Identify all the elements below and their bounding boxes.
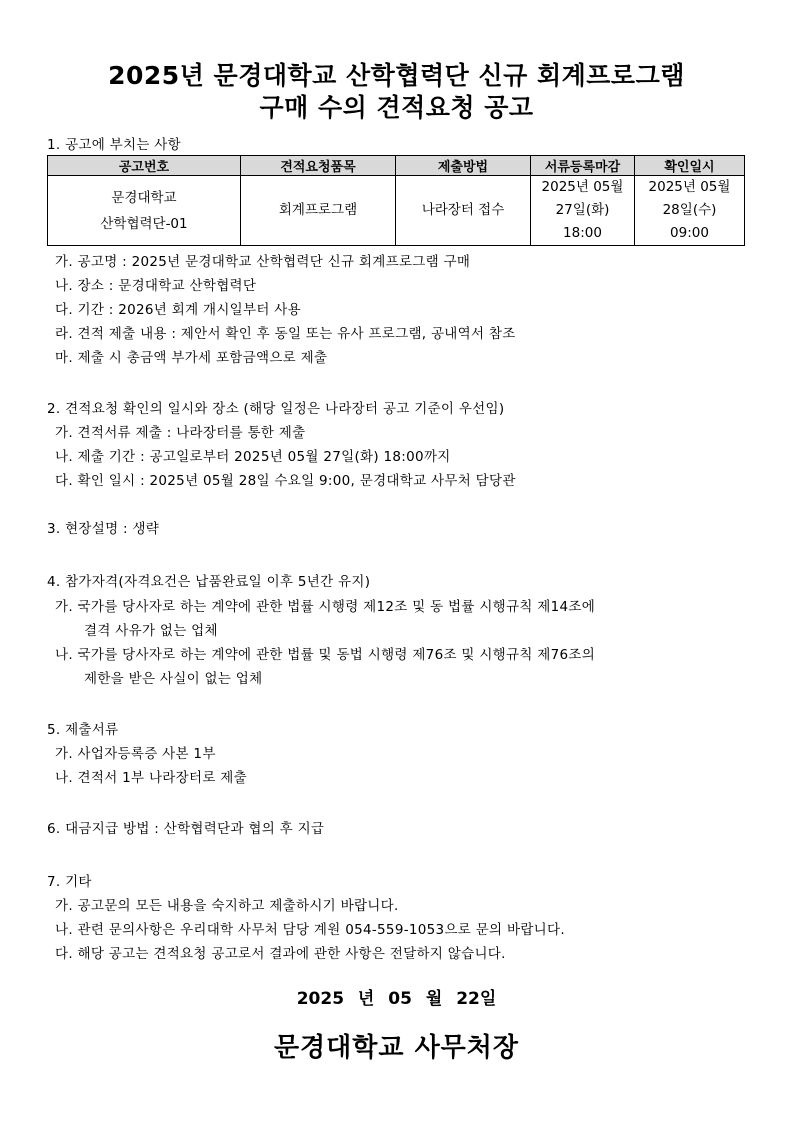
signer-title: 문경대학교 사무처장 — [273, 1033, 520, 1063]
section-4-item-ga-cont: 결격 사유가 없는 업체 — [84, 623, 218, 639]
section-4-heading: 4. 참가자격(자격요건은 납품완료일 이후 5년간 유지) — [47, 574, 371, 590]
section-4-item-na-cont: 제한을 받은 사실이 없는 업체 — [84, 671, 263, 687]
header-method: 제출방법 — [396, 156, 531, 176]
section-2-item-na: 나. 제출 기간 : 공고일로부터 2025년 05월 27일(화) 18:00까지 — [55, 449, 451, 465]
cell-method: 나라장터 접수 — [396, 176, 531, 246]
header-deadline: 서류등록마감 — [531, 156, 635, 176]
section-1-item-ra: 라. 견적 제출 내용 : 제안서 확인 후 동일 또는 유사 프로그램, 공내역서 참조 — [55, 326, 516, 342]
section-7-item-na: 나. 관련 문의사항은 우리대학 사무처 담당 계원 054-559-1053으로 문의 바랍니다. — [55, 922, 565, 938]
section-5-item-na: 나. 견적서 1부 나라장터로 제출 — [55, 770, 247, 786]
confirm-line-2: 28일(수) — [662, 202, 717, 218]
document-title-line-2: 구매 수의 견적요청 공고 — [259, 93, 534, 122]
cell-item: 회계프로그램 — [241, 176, 396, 246]
section-5-item-ga: 가. 사업자등록증 사본 1부 — [55, 746, 216, 762]
deadline-line-1: 2025년 05월 — [541, 179, 624, 195]
section-7-item-da: 다. 해당 공고는 견적요청 공고로서 결과에 관한 사항은 전달하지 않습니다. — [55, 946, 506, 962]
notice-no-line-2: 산학협력단-01 — [100, 215, 188, 232]
notice-info-table — [47, 155, 745, 246]
table-header-row — [48, 156, 745, 176]
section-4-item-ga: 가. 국가를 당사자로 하는 계약에 관한 법률 시행령 제12조 및 동 법률 시행규칙 제14조에 — [55, 599, 596, 615]
section-3-heading: 3. 현장설명 : 생략 — [47, 521, 160, 537]
section-7-heading: 7. 기타 — [47, 874, 92, 890]
cell-deadline — [531, 176, 635, 246]
cell-confirm — [635, 176, 745, 246]
notice-date: 2025 년 05 월 22일 — [296, 989, 497, 1009]
notice-no-line-1: 문경대학교 — [111, 189, 177, 206]
table-row — [48, 176, 745, 246]
header-notice-no: 공고번호 — [48, 156, 241, 176]
deadline-line-2: 27일(화) — [555, 202, 610, 218]
section-1-item-ga: 가. 공고명 : 2025년 문경대학교 산학협력단 신규 회계프로그램 구매 — [55, 254, 471, 270]
confirm-line-3: 09:00 — [670, 225, 709, 241]
section-5-heading: 5. 제출서류 — [47, 722, 119, 738]
section-1-heading: 1. 공고에 부치는 사항 — [47, 137, 181, 153]
section-6-heading: 6. 대금지급 방법 : 산학협력단과 협의 후 지급 — [47, 821, 325, 837]
document-title-line-1: 2025년 문경대학교 산학협력단 신규 회계프로그램 — [108, 61, 685, 90]
section-2-heading: 2. 견적요청 확인의 일시와 장소 (해당 일정은 나라장터 공고 기준이 우선임) — [47, 401, 505, 417]
section-7-item-ga: 가. 공고문의 모든 내용을 숙지하고 제출하시기 바랍니다. — [55, 898, 399, 914]
section-2-item-da: 다. 확인 일시 : 2025년 05월 28일 수요일 9:00, 문경대학교 사무처 담당관 — [55, 473, 516, 489]
cell-notice-no — [48, 176, 241, 246]
section-1-item-na: 나. 장소 : 문경대학교 산학협력단 — [55, 278, 257, 294]
deadline-line-3: 18:00 — [563, 225, 602, 241]
section-1-item-da: 다. 기간 : 2026년 회계 개시일부터 사용 — [55, 302, 301, 318]
header-confirm: 확인일시 — [635, 156, 745, 176]
confirm-line-1: 2025년 05월 — [648, 179, 731, 195]
section-1-item-ma: 마. 제출 시 총금액 부가세 포함금액으로 제출 — [55, 350, 328, 366]
section-4-item-na: 나. 국가를 당사자로 하는 계약에 관한 법률 및 동법 시행령 제76조 및 시행규칙 제76조의 — [55, 647, 596, 663]
header-item: 견적요청품목 — [241, 156, 396, 176]
section-2-item-ga: 가. 견적서류 제출 : 나라장터를 통한 제출 — [55, 425, 306, 441]
